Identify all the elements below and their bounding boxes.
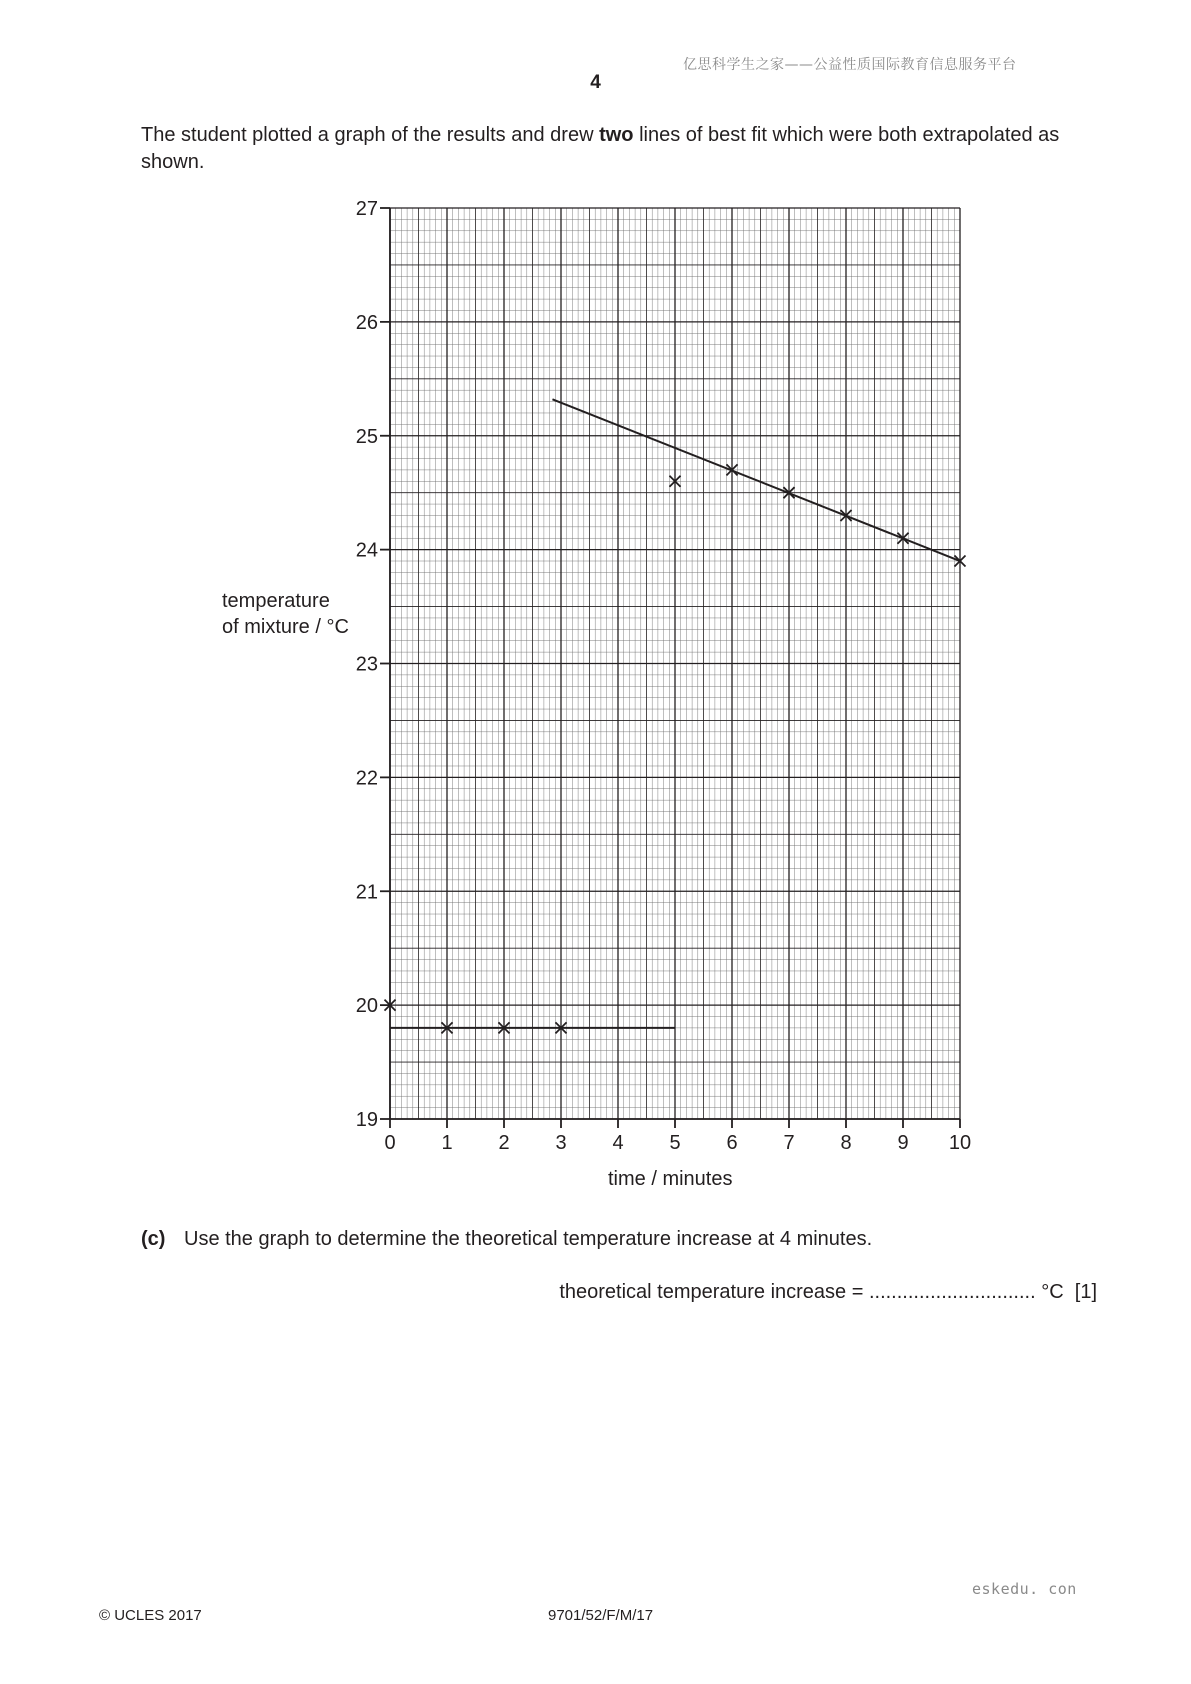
y-tick-label: 22 — [355, 767, 378, 790]
y-tick-label: 21 — [355, 881, 378, 904]
answer-line[interactable]: theoretical temperature increase = .............................. °C [1] — [559, 1281, 1097, 1303]
page-number: 4 — [590, 72, 601, 93]
intro-text-end: lines of best fit which were both extrapolated as shown. — [141, 124, 1060, 173]
x-tick-label: 4 — [612, 1132, 624, 1154]
y-tick-label: 27 — [355, 198, 378, 220]
y-axis-label — [222, 588, 349, 640]
y-tick-label: 20 — [355, 995, 378, 1018]
footer-copyright: © UCLES 2017 — [99, 1607, 202, 1624]
x-axis-label: time / minutes — [608, 1168, 733, 1190]
footer-code: 9701/52/F/M/17 — [548, 1607, 654, 1624]
y-tick-label: 23 — [355, 653, 378, 676]
question-c — [141, 1228, 872, 1251]
header-watermark: 亿思科学生之家——公益性质国际教育信息服务平台 — [683, 57, 1017, 73]
footer-watermark: eskedu. con — [972, 1580, 1077, 1598]
intro-text-bold: two — [599, 124, 634, 146]
x-tick-label: 0 — [384, 1132, 396, 1154]
x-tick-label: 9 — [897, 1132, 909, 1154]
y-tick-label: 24 — [355, 539, 378, 562]
y-tick-label: 19 — [355, 1109, 378, 1131]
intro-text-start: The student plotted a graph of the results and drew — [141, 124, 600, 146]
best-fit-line — [552, 399, 960, 561]
x-tick-label: 7 — [783, 1132, 795, 1154]
x-tick-label: 10 — [948, 1132, 972, 1154]
question-text: Use the graph to determine the theoretical temperature increase at 4 minutes. — [184, 1228, 873, 1250]
question-label: (c) — [141, 1228, 166, 1250]
y-axis-label-line1: temperature — [222, 590, 330, 612]
y-tick-label: 25 — [355, 425, 378, 448]
y-tick-label: 26 — [355, 311, 378, 334]
x-tick-label: 1 — [441, 1132, 453, 1154]
x-tick-label: 5 — [669, 1132, 681, 1154]
x-tick-label: 3 — [555, 1132, 567, 1154]
x-tick-label: 8 — [840, 1132, 852, 1154]
y-axis-label-line2: of mixture / °C — [222, 616, 349, 638]
x-tick-label: 2 — [498, 1132, 510, 1154]
x-tick-label: 6 — [726, 1132, 738, 1154]
